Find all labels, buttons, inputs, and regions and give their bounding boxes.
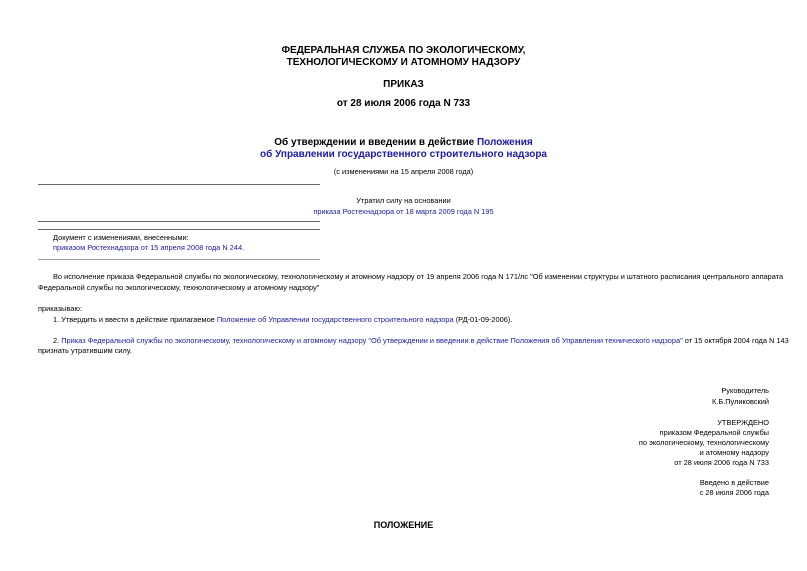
repeal-order-link[interactable]: приказа Ростехнадзора от 18 марта 2009 года N 195 [313, 207, 494, 216]
approved-line1: приказом Федеральной службы [659, 428, 769, 437]
signatory-name: К.Б.Пуликовский [711, 397, 769, 406]
effective-line1: Введено в действие [699, 478, 769, 487]
approved-line2: по экологическому, технологическому [638, 438, 769, 447]
agency-name-line2: ТЕХНОЛОГИЧЕСКОМУ И АТОМНОМУ НАДЗОРУ [286, 57, 521, 68]
order-item-2 [53, 336, 789, 346]
regulation-link[interactable]: Положения [476, 137, 533, 148]
order-word: приказываю: [38, 304, 82, 313]
separator-line [38, 221, 320, 222]
doc-type: ПРИКАЗ [383, 79, 424, 90]
order-item-2-suffix: от 15 октября 2004 года N 143 [682, 336, 789, 345]
repeal-text: Утратил силу на основании [356, 196, 451, 205]
doc-changes-suffix: . [242, 243, 245, 252]
agency-name-line1: ФЕДЕРАЛЬНАЯ СЛУЖБА ПО ЭКОЛОГИЧЕСКОМУ, [281, 45, 526, 56]
doc-changes-line [53, 243, 244, 253]
amending-order-link[interactable]: приказом Ростехнадзора от 15 апреля 2008 года N 244 [53, 243, 243, 252]
repealed-order-link[interactable]: Приказ Федеральной службы по экологическому, технологическому и атомному надзору "Об утверждении и введении в действие Положения об Управлении технического надзора" [61, 336, 683, 345]
doc-title-line1 [0, 137, 807, 149]
order-item-1-suffix: (РД-01-09-2006). [453, 315, 513, 324]
preamble-line2: Федеральной службы по экологическому, технологическому и атомному надзору" [38, 283, 320, 292]
order-item-1 [53, 315, 512, 325]
approved-title: УТВЕРЖДЕНО [717, 418, 769, 427]
amendments-note: (с изменениями на 15 апреля 2008 года) [333, 167, 474, 176]
order-item-2-prefix: 2. [53, 336, 62, 345]
doc-title-prefix: Об утверждении и введении в действие [274, 137, 477, 148]
doc-changes-label: Документ с изменениями, внесенными: [53, 233, 189, 242]
separator-line [38, 229, 320, 230]
approved-line4: от 28 июля 2006 года N 733 [674, 458, 769, 467]
approved-line3: и атомному надзору [699, 448, 769, 457]
regulation-document-link[interactable]: Положение об Управлении государственного строительного надзора [216, 315, 454, 324]
preamble-line1: Во исполнение приказа Федеральной службы по экологическому, технологическому и атомному надзору от 19 апреля 2006 года N 171/лс "Об изменении структуры и штатного расписания центрального аппарата [53, 272, 784, 281]
separator-line [38, 259, 320, 260]
doc-title-line2-link[interactable]: об Управлении государственного строительного надзора [260, 149, 547, 160]
doc-date: от 28 июля 2006 года N 733 [336, 98, 471, 109]
signatory-role: Руководитель [721, 386, 769, 395]
effective-line2: с 28 июля 2006 года [699, 488, 769, 497]
separator-line [38, 184, 320, 185]
regulation-heading: ПОЛОЖЕНИЕ [373, 520, 434, 530]
order-item-1-prefix: 1. Утвердить и ввести в действие прилагаемое [53, 315, 217, 324]
order-item-2-line2: признать утратившим силу. [38, 346, 132, 355]
